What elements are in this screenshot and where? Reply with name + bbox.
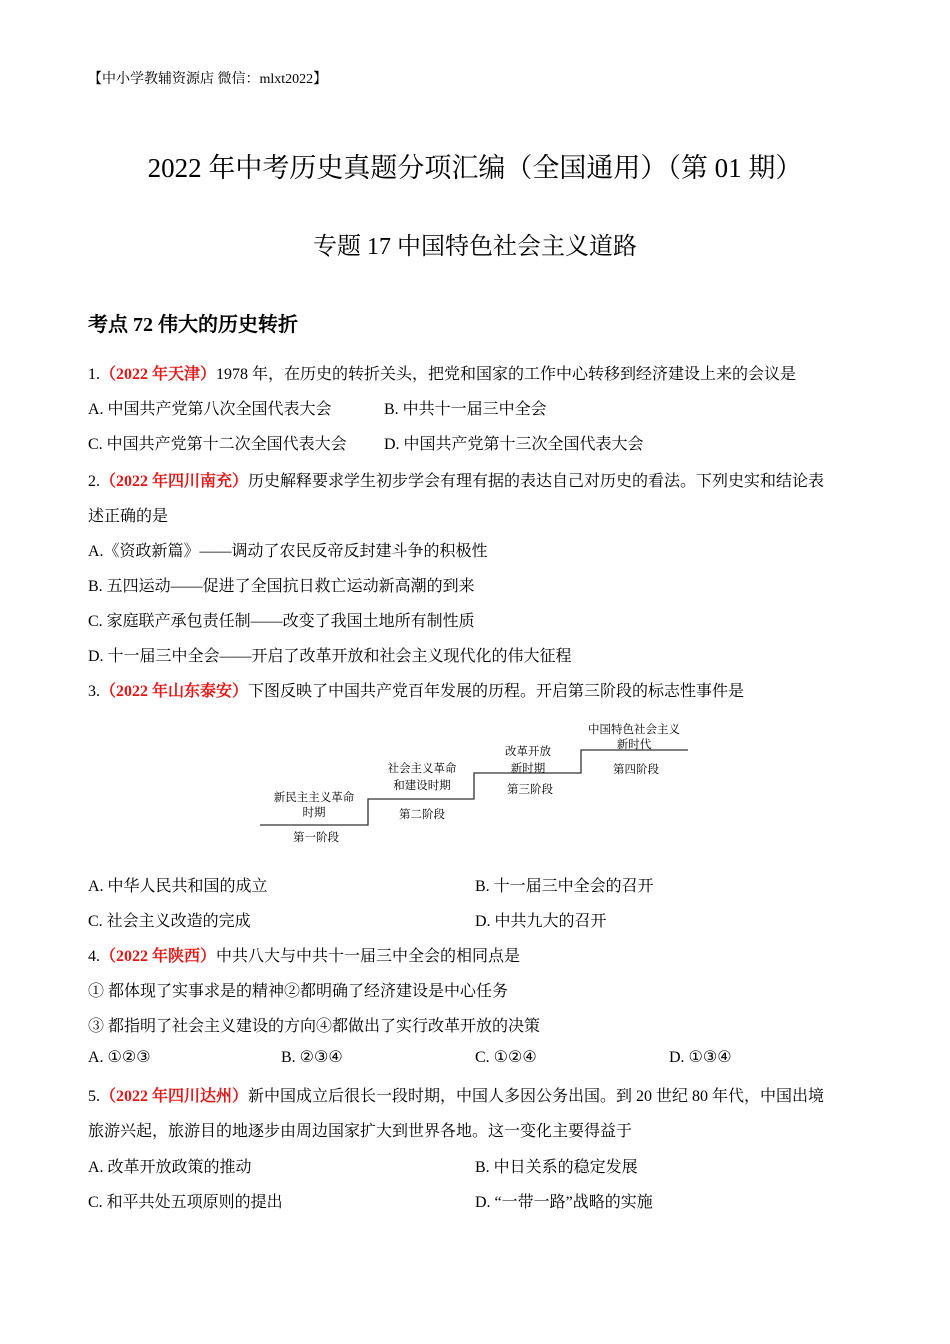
question-4 bbox=[88, 943, 520, 966]
header-note: 【中小学教辅资源店 微信：mlxt2022】 bbox=[88, 72, 328, 87]
option-c: C. 和平共处五项原则的提出 bbox=[88, 1194, 283, 1211]
question-5-continued: 旅游兴起，旅游目的地逐步由周边国家扩大到世界各地。这一变化主要得益于 bbox=[88, 1123, 633, 1140]
page-title: 2022 年中考历史真题分项汇编（全国通用）（第 01 期） bbox=[147, 153, 803, 183]
question-number: 2. bbox=[88, 473, 100, 490]
question-text: 新中国成立后很长一段时期，中国人多因公务出国。到 20 世纪 80 年代，中国出境 bbox=[248, 1088, 825, 1105]
option-c: C. 社会主义改造的完成 bbox=[88, 913, 251, 930]
question-text: 中共八大与中共十一届三中全会的相同点是 bbox=[216, 948, 521, 965]
option-c: C. 家庭联产承包责任制——改变了我国土地所有制性质 bbox=[88, 613, 475, 630]
question-2-continued: 述正确的是 bbox=[88, 508, 169, 525]
stage-3-title-line2: 新时期 bbox=[510, 761, 546, 775]
question-4-statements-1: ① 都体现了实事求是的精神②都明确了经济建设是中心任务 bbox=[88, 983, 509, 1000]
question-number: 4. bbox=[88, 948, 100, 965]
question-number: 1. bbox=[88, 366, 100, 383]
stage-3-title: 改革开放 bbox=[505, 744, 551, 758]
option-b: B. 中共十一届三中全会 bbox=[384, 401, 547, 418]
option-b: B. 中日关系的稳定发展 bbox=[475, 1159, 638, 1176]
question-source: （2022 年山东泰安） bbox=[100, 683, 249, 700]
stage-diagram bbox=[258, 715, 690, 855]
option-d: D. 中国共产党第十三次全国代表大会 bbox=[384, 436, 644, 453]
question-text: 1978 年，在历史的转折关头，把党和国家的工作中心转移到经济建设上来的会议是 bbox=[216, 366, 797, 383]
stage-1-title: 新民主主义革命 bbox=[273, 790, 355, 804]
option-c: C. ①②④ bbox=[475, 1049, 537, 1066]
question-text: 下图反映了中国共产党百年发展的历程。开启第三阶段的标志性事件是 bbox=[248, 683, 745, 700]
option-d: D. 十一届三中全会——开启了改革开放和社会主义现代化的伟大征程 bbox=[88, 648, 572, 665]
question-source: （2022 年陕西） bbox=[100, 948, 217, 965]
option-a: A. ①②③ bbox=[88, 1049, 151, 1066]
question-4-statements-2: ③ 都指明了社会主义建设的方向④都做出了实行改革开放的决策 bbox=[88, 1018, 541, 1035]
stage-2-title: 社会主义革命 bbox=[387, 761, 457, 775]
question-number: 5. bbox=[88, 1088, 100, 1105]
stage-1-title-line2: 时期 bbox=[302, 805, 326, 819]
option-b: B. ②③④ bbox=[281, 1049, 343, 1066]
option-a: A. 中华人民共和国的成立 bbox=[88, 878, 268, 895]
option-c: C. 中国共产党第十二次全国代表大会 bbox=[88, 436, 347, 453]
stage-2-title-line2: 和建设时期 bbox=[393, 778, 451, 792]
question-2 bbox=[88, 468, 824, 491]
question-source: （2022 年四川南充） bbox=[100, 473, 249, 490]
stage-2-label: 第二阶段 bbox=[399, 807, 445, 821]
option-a: A. 中国共产党第八次全国代表大会 bbox=[88, 401, 332, 418]
question-1 bbox=[88, 361, 796, 384]
option-b: B. 五四运动——促进了全国抗日救亡运动新高潮的到来 bbox=[88, 578, 475, 595]
option-b: B. 十一届三中全会的召开 bbox=[475, 878, 654, 895]
stage-4-title: 中国特色社会主义 bbox=[588, 722, 680, 736]
option-d: D. “一带一路”战略的实施 bbox=[475, 1194, 653, 1211]
option-a: A. 改革开放政策的推动 bbox=[88, 1159, 252, 1176]
stage-4-title-line2: 新时代 bbox=[616, 737, 652, 751]
option-a: A.《资政新篇》——调动了农民反帝反封建斗争的积极性 bbox=[88, 543, 488, 560]
question-3 bbox=[88, 678, 744, 701]
option-d: D. ①③④ bbox=[669, 1049, 732, 1066]
stage-3-label: 第三阶段 bbox=[507, 782, 553, 796]
question-source: （2022 年四川达州） bbox=[100, 1088, 249, 1105]
page-subtitle: 专题 17 中国特色社会主义道路 bbox=[313, 234, 637, 260]
question-5 bbox=[88, 1083, 824, 1106]
question-text: 历史解释要求学生初步学会有理有据的表达自己对历史的看法。下列史实和结论表 bbox=[248, 473, 825, 490]
stage-1-label: 第一阶段 bbox=[293, 830, 339, 844]
question-source: （2022 年天津） bbox=[100, 366, 217, 383]
stage-4-label: 第四阶段 bbox=[613, 762, 659, 776]
section-heading: 考点 72 伟大的历史转折 bbox=[88, 314, 298, 336]
question-number: 3. bbox=[88, 683, 100, 700]
option-d: D. 中共九大的召开 bbox=[475, 913, 607, 930]
